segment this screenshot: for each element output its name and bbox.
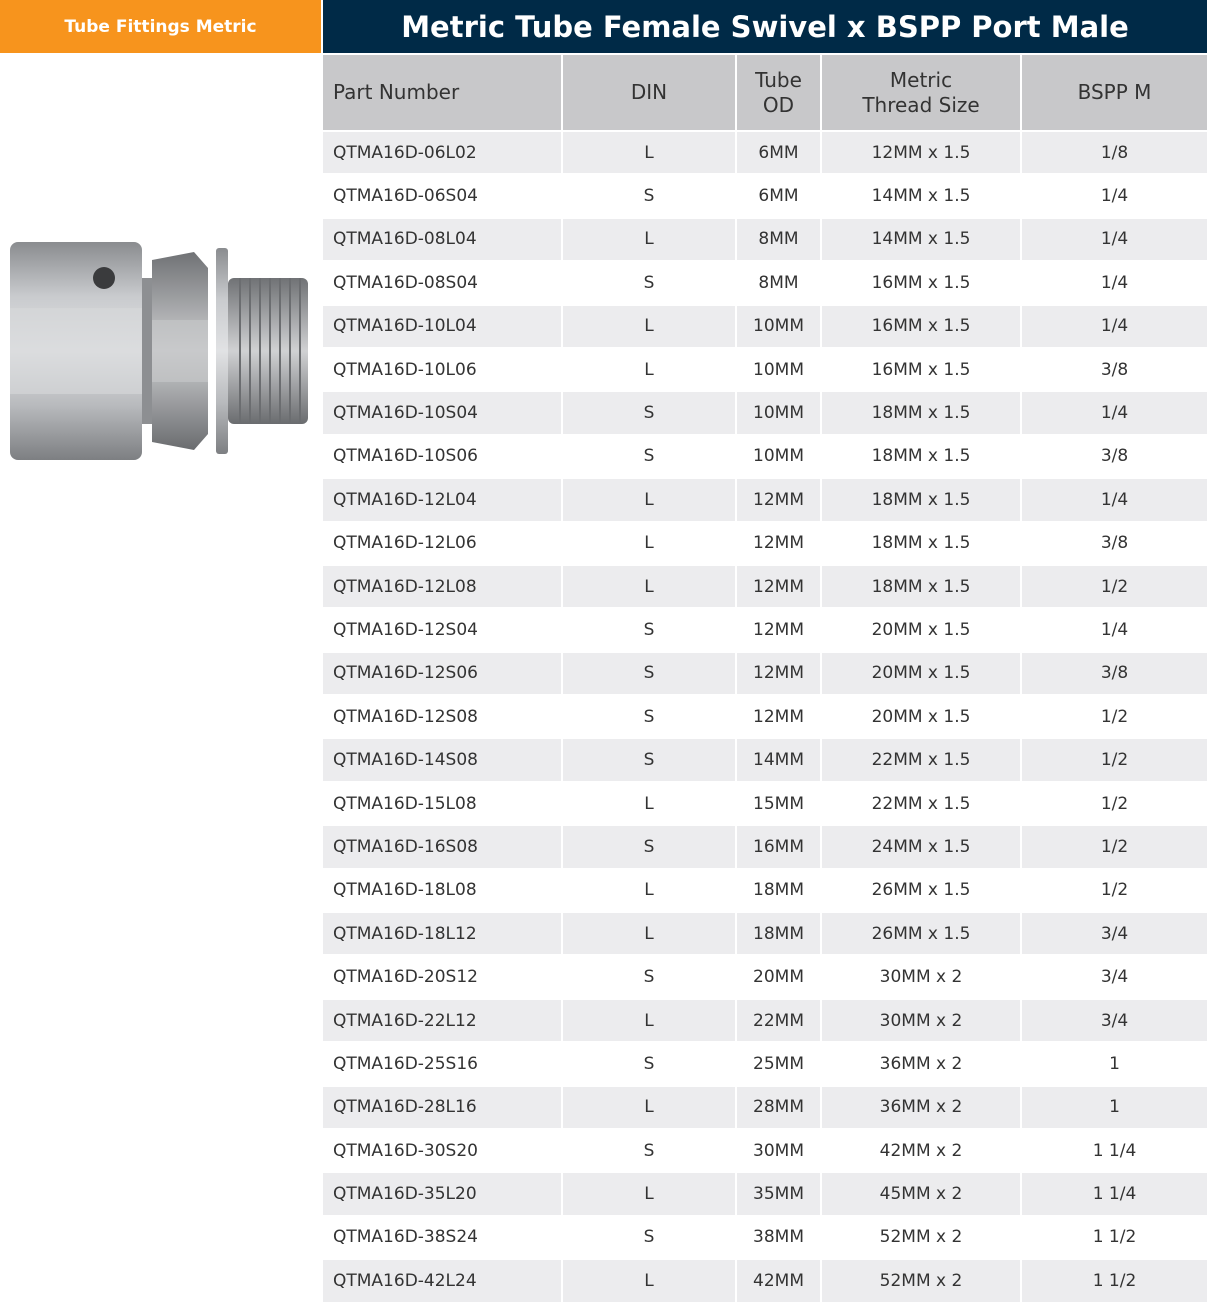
cell-tube-od: 8MM xyxy=(736,261,821,304)
cell-thread-size: 22MM x 1.5 xyxy=(821,782,1021,825)
cell-part-number: QTMA16D-10S06 xyxy=(323,435,562,478)
cell-bspp-m: 1 1/2 xyxy=(1021,1216,1207,1259)
cell-din: L xyxy=(562,1172,736,1215)
cell-bspp-m: 3/4 xyxy=(1021,999,1207,1042)
table-row xyxy=(323,695,1207,738)
cell-bspp-m: 3/8 xyxy=(1021,522,1207,565)
cell-bspp-m: 1/2 xyxy=(1021,695,1207,738)
cell-thread-size: 36MM x 2 xyxy=(821,1086,1021,1129)
cell-part-number: QTMA16D-06S04 xyxy=(323,174,562,217)
cell-bspp-m: 1/4 xyxy=(1021,218,1207,261)
table-row xyxy=(323,825,1207,868)
cell-part-number: QTMA16D-08S04 xyxy=(323,261,562,304)
cell-bspp-m: 3/4 xyxy=(1021,955,1207,998)
cell-part-number: QTMA16D-28L16 xyxy=(323,1086,562,1129)
table-row xyxy=(323,1129,1207,1172)
table-row xyxy=(323,478,1207,521)
header-bspp-m: BSPP M xyxy=(1021,55,1207,131)
cell-part-number: QTMA16D-08L04 xyxy=(323,218,562,261)
cell-din: L xyxy=(562,869,736,912)
cell-bspp-m: 1/2 xyxy=(1021,565,1207,608)
cell-thread-size: 18MM x 1.5 xyxy=(821,478,1021,521)
cell-tube-od: 16MM xyxy=(736,825,821,868)
cell-thread-size: 18MM x 1.5 xyxy=(821,522,1021,565)
cell-din: S xyxy=(562,608,736,651)
table-row xyxy=(323,738,1207,781)
table-row xyxy=(323,869,1207,912)
table-row xyxy=(323,1086,1207,1129)
cell-bspp-m: 3/4 xyxy=(1021,912,1207,955)
cell-din: S xyxy=(562,435,736,478)
cell-thread-size: 14MM x 1.5 xyxy=(821,174,1021,217)
cell-thread-size: 30MM x 2 xyxy=(821,999,1021,1042)
cell-din: L xyxy=(562,912,736,955)
table-row xyxy=(323,391,1207,434)
cell-thread-size: 22MM x 1.5 xyxy=(821,738,1021,781)
cell-bspp-m: 1/4 xyxy=(1021,261,1207,304)
cell-bspp-m: 3/8 xyxy=(1021,435,1207,478)
cell-bspp-m: 1 xyxy=(1021,1042,1207,1085)
cell-din: S xyxy=(562,391,736,434)
cell-bspp-m: 1 xyxy=(1021,1086,1207,1129)
table-row xyxy=(323,522,1207,565)
cell-tube-od: 14MM xyxy=(736,738,821,781)
table-row xyxy=(323,1216,1207,1259)
cell-thread-size: 36MM x 2 xyxy=(821,1042,1021,1085)
cell-part-number: QTMA16D-20S12 xyxy=(323,955,562,998)
cell-din: L xyxy=(562,782,736,825)
cell-bspp-m: 1 1/4 xyxy=(1021,1172,1207,1215)
cell-din: S xyxy=(562,261,736,304)
cell-part-number: QTMA16D-14S08 xyxy=(323,738,562,781)
page-title: Metric Tube Female Swivel x BSPP Port Male xyxy=(323,0,1207,53)
cell-bspp-m: 1/4 xyxy=(1021,391,1207,434)
table-row xyxy=(323,955,1207,998)
cell-thread-size: 20MM x 1.5 xyxy=(821,652,1021,695)
cell-din: L xyxy=(562,999,736,1042)
cell-tube-od: 10MM xyxy=(736,435,821,478)
cell-part-number: QTMA16D-35L20 xyxy=(323,1172,562,1215)
cell-tube-od: 18MM xyxy=(736,912,821,955)
cell-thread-size: 16MM x 1.5 xyxy=(821,348,1021,391)
cell-thread-size: 26MM x 1.5 xyxy=(821,869,1021,912)
cell-thread-size: 20MM x 1.5 xyxy=(821,695,1021,738)
table-row xyxy=(323,1042,1207,1085)
cell-thread-size: 20MM x 1.5 xyxy=(821,608,1021,651)
cell-tube-od: 10MM xyxy=(736,348,821,391)
cell-part-number: QTMA16D-12L08 xyxy=(323,565,562,608)
cell-bspp-m: 3/8 xyxy=(1021,652,1207,695)
cell-part-number: QTMA16D-12S04 xyxy=(323,608,562,651)
cell-tube-od: 12MM xyxy=(736,565,821,608)
table-row xyxy=(323,218,1207,261)
header-part-number: Part Number xyxy=(323,55,562,131)
cell-bspp-m: 1/4 xyxy=(1021,305,1207,348)
cell-tube-od: 28MM xyxy=(736,1086,821,1129)
cell-thread-size: 18MM x 1.5 xyxy=(821,565,1021,608)
table-row xyxy=(323,565,1207,608)
header-metric-thread-size: Metric Thread Size xyxy=(821,55,1021,131)
cell-din: S xyxy=(562,1216,736,1259)
cell-bspp-m: 1/2 xyxy=(1021,782,1207,825)
table-row xyxy=(323,435,1207,478)
cell-bspp-m: 1/2 xyxy=(1021,869,1207,912)
cell-part-number: QTMA16D-25S16 xyxy=(323,1042,562,1085)
cell-din: L xyxy=(562,1086,736,1129)
cell-din: L xyxy=(562,1259,736,1301)
cell-din: S xyxy=(562,955,736,998)
cell-thread-size: 42MM x 2 xyxy=(821,1129,1021,1172)
cell-din: S xyxy=(562,695,736,738)
cell-din: L xyxy=(562,478,736,521)
cell-bspp-m: 1/2 xyxy=(1021,825,1207,868)
cell-thread-size: 16MM x 1.5 xyxy=(821,261,1021,304)
cell-tube-od: 42MM xyxy=(736,1259,821,1301)
cell-part-number: QTMA16D-10S04 xyxy=(323,391,562,434)
cell-part-number: QTMA16D-12S06 xyxy=(323,652,562,695)
cell-thread-size: 24MM x 1.5 xyxy=(821,825,1021,868)
cell-tube-od: 8MM xyxy=(736,218,821,261)
cell-bspp-m: 1/4 xyxy=(1021,608,1207,651)
cell-bspp-m: 1 1/2 xyxy=(1021,1259,1207,1301)
table-row xyxy=(323,782,1207,825)
cell-bspp-m: 1 1/4 xyxy=(1021,1129,1207,1172)
cell-part-number: QTMA16D-16S08 xyxy=(323,825,562,868)
table-row xyxy=(323,1172,1207,1215)
cell-tube-od: 12MM xyxy=(736,478,821,521)
cell-part-number: QTMA16D-10L04 xyxy=(323,305,562,348)
category-tab[interactable]: Tube Fittings Metric xyxy=(0,0,321,53)
cell-part-number: QTMA16D-22L12 xyxy=(323,999,562,1042)
table-row xyxy=(323,999,1207,1042)
cell-bspp-m: 1/4 xyxy=(1021,478,1207,521)
cell-din: S xyxy=(562,825,736,868)
table-row xyxy=(323,608,1207,651)
cell-part-number: QTMA16D-12S08 xyxy=(323,695,562,738)
cell-thread-size: 30MM x 2 xyxy=(821,955,1021,998)
cell-din: L xyxy=(562,218,736,261)
table-row xyxy=(323,305,1207,348)
header-din: DIN xyxy=(562,55,736,131)
cell-part-number: QTMA16D-12L04 xyxy=(323,478,562,521)
cell-din: S xyxy=(562,1042,736,1085)
cell-din: S xyxy=(562,738,736,781)
cell-tube-od: 12MM xyxy=(736,695,821,738)
cell-bspp-m: 1/4 xyxy=(1021,174,1207,217)
cell-tube-od: 35MM xyxy=(736,1172,821,1215)
cell-part-number: QTMA16D-15L08 xyxy=(323,782,562,825)
cell-tube-od: 6MM xyxy=(736,174,821,217)
cell-tube-od: 10MM xyxy=(736,391,821,434)
cell-din: S xyxy=(562,652,736,695)
cell-tube-od: 20MM xyxy=(736,955,821,998)
table-row xyxy=(323,131,1207,174)
cell-thread-size: 14MM x 1.5 xyxy=(821,218,1021,261)
cell-tube-od: 15MM xyxy=(736,782,821,825)
cell-tube-od: 6MM xyxy=(736,131,821,174)
cell-tube-od: 12MM xyxy=(736,652,821,695)
cell-thread-size: 45MM x 2 xyxy=(821,1172,1021,1215)
cell-part-number: QTMA16D-18L08 xyxy=(323,869,562,912)
table-row xyxy=(323,261,1207,304)
cell-tube-od: 12MM xyxy=(736,522,821,565)
cell-tube-od: 38MM xyxy=(736,1216,821,1259)
cell-thread-size: 52MM x 2 xyxy=(821,1259,1021,1301)
cell-bspp-m: 3/8 xyxy=(1021,348,1207,391)
cell-part-number: QTMA16D-42L24 xyxy=(323,1259,562,1301)
cell-part-number: QTMA16D-30S20 xyxy=(323,1129,562,1172)
cell-bspp-m: 1/2 xyxy=(1021,738,1207,781)
cell-thread-size: 16MM x 1.5 xyxy=(821,305,1021,348)
cell-thread-size: 52MM x 2 xyxy=(821,1216,1021,1259)
cell-thread-size: 18MM x 1.5 xyxy=(821,435,1021,478)
cell-din: L xyxy=(562,565,736,608)
table-row xyxy=(323,174,1207,217)
table-row xyxy=(323,1259,1207,1301)
cell-bspp-m: 1/8 xyxy=(1021,131,1207,174)
cell-tube-od: 30MM xyxy=(736,1129,821,1172)
cell-thread-size: 18MM x 1.5 xyxy=(821,391,1021,434)
table-row xyxy=(323,348,1207,391)
table-row xyxy=(323,912,1207,955)
cell-part-number: QTMA16D-38S24 xyxy=(323,1216,562,1259)
cell-tube-od: 10MM xyxy=(736,305,821,348)
cell-din: L xyxy=(562,305,736,348)
table-row xyxy=(323,652,1207,695)
cell-din: L xyxy=(562,522,736,565)
cell-part-number: QTMA16D-10L06 xyxy=(323,348,562,391)
cell-din: S xyxy=(562,174,736,217)
parts-table xyxy=(323,55,1207,1302)
cell-din: L xyxy=(562,131,736,174)
cell-part-number: QTMA16D-18L12 xyxy=(323,912,562,955)
cell-din: S xyxy=(562,1129,736,1172)
table-header-row xyxy=(323,55,1207,131)
cell-part-number: QTMA16D-12L06 xyxy=(323,522,562,565)
cell-part-number: QTMA16D-06L02 xyxy=(323,131,562,174)
header-tube-od: Tube OD xyxy=(736,55,821,131)
cell-tube-od: 12MM xyxy=(736,608,821,651)
cell-din: L xyxy=(562,348,736,391)
cell-thread-size: 26MM x 1.5 xyxy=(821,912,1021,955)
fitting-product-image xyxy=(8,238,312,464)
cell-tube-od: 18MM xyxy=(736,869,821,912)
cell-tube-od: 22MM xyxy=(736,999,821,1042)
cell-thread-size: 12MM x 1.5 xyxy=(821,131,1021,174)
table-body xyxy=(323,131,1207,1302)
cell-tube-od: 25MM xyxy=(736,1042,821,1085)
